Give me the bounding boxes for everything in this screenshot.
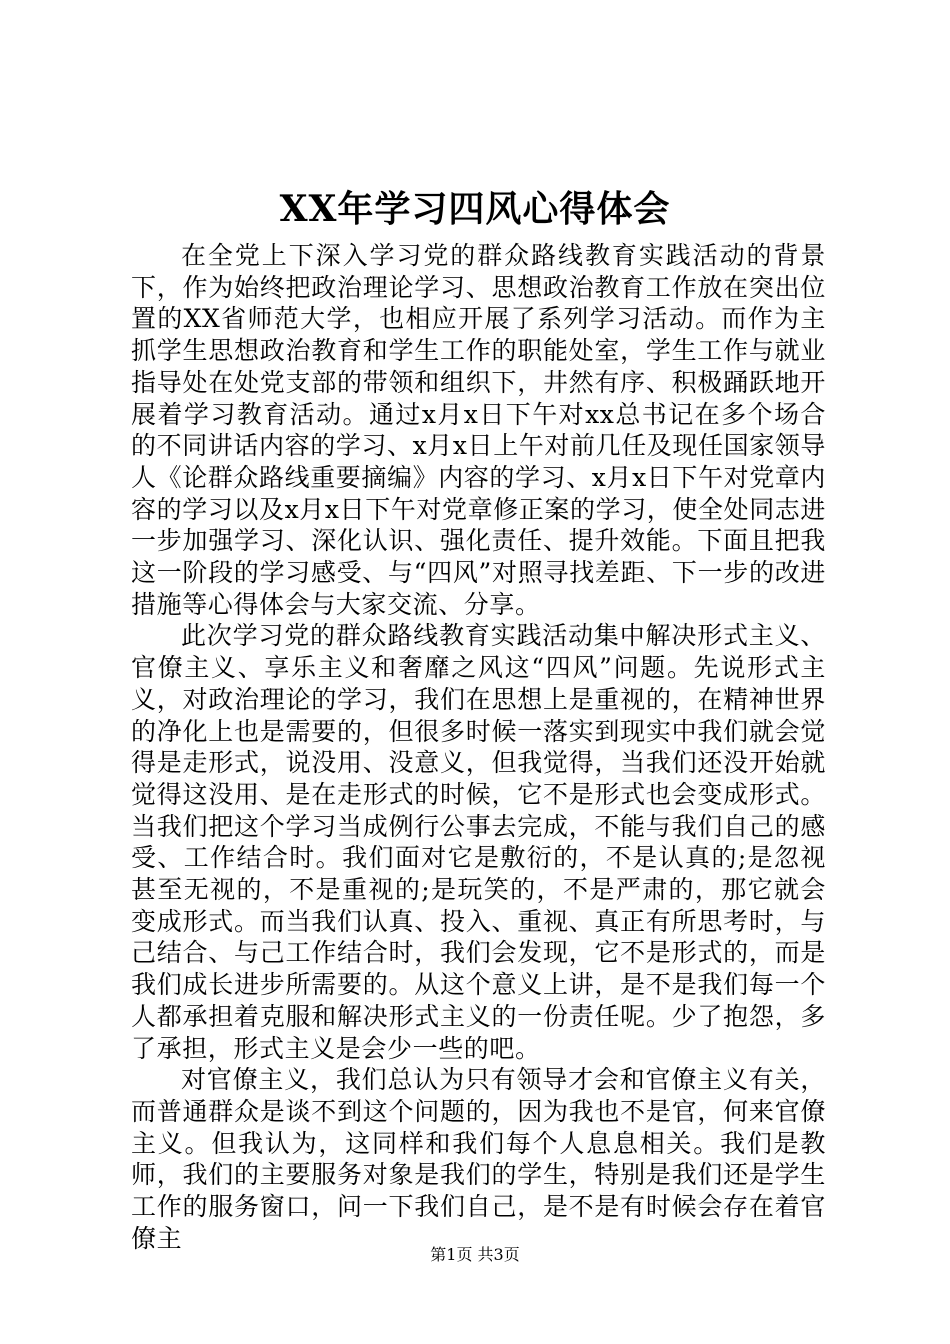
paragraph: 此次学习党的群众路线教育实践活动集中解决形式主义、官僚主义、享乐主义和奢靡之风这“四风”问题。先说形式主义，对政治理论的学习，我们在思想上是重视的，在精神世界的净化上也是需要的，但很多时候一落实到现实中我们就会觉得是走形式，说没用、没意义，但我觉得，当我们还没开始就觉得这没用、是在走形式的时候，它不是形式也会变成形式。当我们把这个学习当成例行公事去完成，不能与我们自己的感受、工作结合时。我们面对它是敷衍的，不是认真的;是忽视甚至无视的，不是重视的;是玩笑的，不是严肃的，那它就会变成形式。而当我们认真、投入、重视、真正有所思考时，与己结合、与己工作结合时，我们会发现，它不是形式的，而是我们成长进步所需要的。从这个意义上讲，是不是我们每一个人都承担着克服和解决形式主义的一份责任呢。少了抱怨，多了承担，形式主义是会少一些的吧。 xyxy=(131,621,826,1063)
page-footer: 第1页 共3页 xyxy=(430,1245,520,1264)
document-title: XX年学习四风心得体会 xyxy=(279,188,671,230)
paragraph: 在全党上下深入学习党的群众路线教育实践活动的背景下，作为始终把政治理论学习、思想政治教育工作放在突出位置的XX省师范大学，也相应开展了系列学习活动。而作为主抓学生思想政治教育和学生工作的职能处室，学生工作与就业指导处在处党支部的带领和组织下，井然有序、积极踊跃地开展着学习教育活动。通过x月x日下午对xx总书记在多个场合的不同讲话内容的学习、x月x日上午对前几任及现任国家领导人《论群众路线重要摘编》内容的学习、x月x日下午对党章内容的学习以及x月x日下午对党章修正案的学习，使全处同志进一步加强学习、深化认识、强化责任、提升效能。下面且把我这一阶段的学习感受、与“四风”对照寻找差距、下一步的改进措施等心得体会与大家交流、分享。 xyxy=(131,241,827,619)
document-body xyxy=(131,240,826,1255)
paragraph: 对官僚主义，我们总认为只有领导才会和官僚主义有关，而普通群众是谈不到这个问题的，因为我也不是官，何来官僚主义。但我认为，这同样和我们每个人息息相关。我们是教师，我们的主要服务对象是我们的学生，特别是我们还是学生工作的服务窗口，问一下我们自己，是不是有时候会存在着官僚主 xyxy=(131,1065,826,1253)
